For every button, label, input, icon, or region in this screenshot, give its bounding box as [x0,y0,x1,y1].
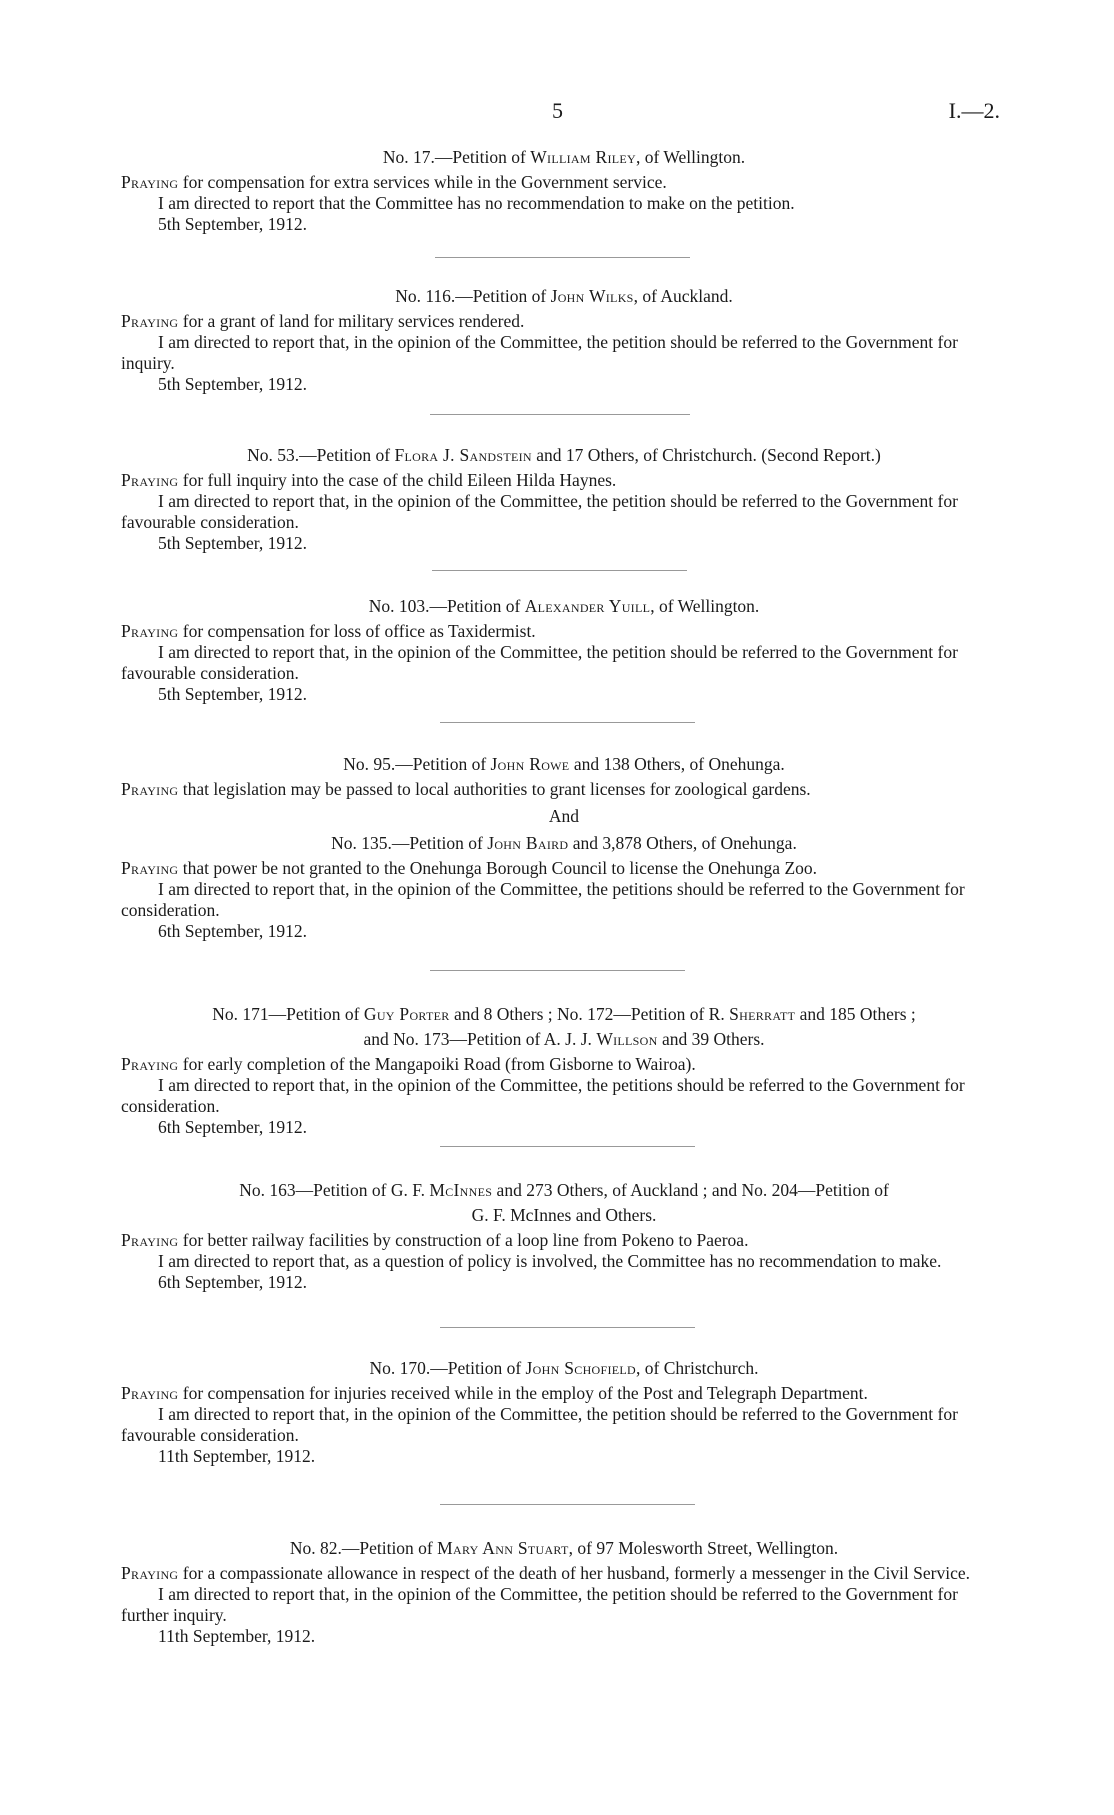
section-divider [430,970,685,971]
report-date: 6th September, 1912. [158,1117,307,1137]
section-divider [435,257,690,258]
petition-heading: No. 103.—Petition of Alexander Yuill, of Wellington. [368,596,760,616]
report-text: I am directed to report that, in the opinion of the Committee, the petition should be referred to the Government for inquiry. [121,332,958,373]
petition-entry [121,286,1007,395]
document-reference: I.—2. [948,98,1000,123]
report-date: 11th September, 1912. [158,1626,316,1646]
petition-heading-continued: G. F. McInnes and Others. [471,1205,657,1225]
petition-heading: No. 163—Petition of G. F. McInnes and 273 Others, of Auckland ; and No. 204—Petition of [239,1180,889,1200]
praying-text-second: Praying that power be not granted to the Onehunga Borough Council to license the Onehunga Zoo. [121,858,818,878]
praying-text: Praying for compensation for injuries received while in the employ of the Post and Telegraph Department. [121,1383,868,1403]
petition-heading: No. 95.—Petition of John Rowe and 138 Others, of Onehunga. [343,754,785,774]
section-divider [440,722,695,723]
page-number: 5 [552,98,563,123]
section-divider [432,570,687,571]
section-divider [430,414,690,415]
section-divider [440,1504,695,1505]
petition-entry [121,1538,1007,1647]
praying-text: Praying for a grant of land for military services rendered. [121,311,525,331]
petition-heading: No. 53.—Petition of Flora J. Sandstein and 17 Others, of Christchurch. (Second Report.) [247,445,881,465]
petition-entry [121,1358,1007,1467]
petition-heading-second: No. 135.—Petition of John Baird and 3,878 Others, of Onehunga. [331,833,797,853]
report-date: 5th September, 1912. [158,374,307,394]
report-text: I am directed to report that the Committee has no recommendation to make on the petition. [158,193,795,213]
report-date: 6th September, 1912. [158,921,307,941]
report-text: I am directed to report that, in the opinion of the Committee, the petition should be referred to the Government for favourable consideration. [121,491,958,532]
praying-text: Praying for compensation for loss of office as Taxidermist. [121,621,536,641]
section-divider [440,1327,695,1328]
petition-heading: No. 170.—Petition of John Schofield, of Christchurch. [369,1358,759,1378]
report-text: I am directed to report that, in the opinion of the Committee, the petition should be referred to the Government for favourable consideration. [121,1404,958,1445]
report-date: 5th September, 1912. [158,533,307,553]
petition-entry [121,1004,1007,1138]
petition-entry [121,445,1007,554]
report-text: I am directed to report that, in the opinion of the Committee, the petition should be referred to the Government for further inquiry. [121,1584,958,1625]
praying-text: Praying for compensation for extra services while in the Government service. [121,172,667,192]
report-text: I am directed to report that, in the opinion of the Committee, the petition should be referred to the Government for favourable consideration. [121,642,958,683]
petition-entry [121,1180,1007,1293]
report-text: I am directed to report that, in the opinion of the Committee, the petitions should be referred to the Government for consideration. [121,1075,965,1116]
petition-heading: No. 82.—Petition of Mary Ann Stuart, of 97 Molesworth Street, Wellington. [289,1538,839,1558]
and-connector: And [548,806,580,826]
section-divider [440,1146,695,1147]
praying-text: Praying for a compassionate allowance in respect of the death of her husband, formerly a messenger in the Civil Service. [121,1563,971,1583]
report-date: 5th September, 1912. [158,214,307,234]
petition-heading: No. 17.—Petition of William Riley, of Wellington. [382,147,746,167]
report-date: 5th September, 1912. [158,684,307,704]
petition-entry [121,754,1007,942]
report-text: I am directed to report that, as a question of policy is involved, the Committee has no recommendation to make. [158,1251,942,1271]
praying-text: Praying that legislation may be passed to local authorities to grant licenses for zoological gardens. [121,779,811,799]
praying-text: Praying for early completion of the Mangapoiki Road (from Gisborne to Wairoa). [121,1054,696,1074]
petition-heading-continued: and No. 173—Petition of A. J. J. Willson and 39 Others. [363,1029,765,1049]
praying-text: Praying for full inquiry into the case of the child Eileen Hilda Haynes. [121,470,617,490]
report-text: I am directed to report that, in the opinion of the Committee, the petitions should be referred to the Government for consideration. [121,879,965,920]
petition-entry [121,147,1007,235]
praying-text: Praying for better railway facilities by construction of a loop line from Pokeno to Paeroa. [121,1230,749,1250]
petition-entry [121,596,1007,705]
petition-heading: No. 116.—Petition of John Wilks, of Auckland. [395,286,733,306]
report-date: 11th September, 1912. [158,1446,316,1466]
petition-heading: No. 171—Petition of Guy Porter and 8 Others ; No. 172—Petition of R. Sherratt and 185 Others ; [212,1004,916,1024]
report-date: 6th September, 1912. [158,1272,307,1292]
